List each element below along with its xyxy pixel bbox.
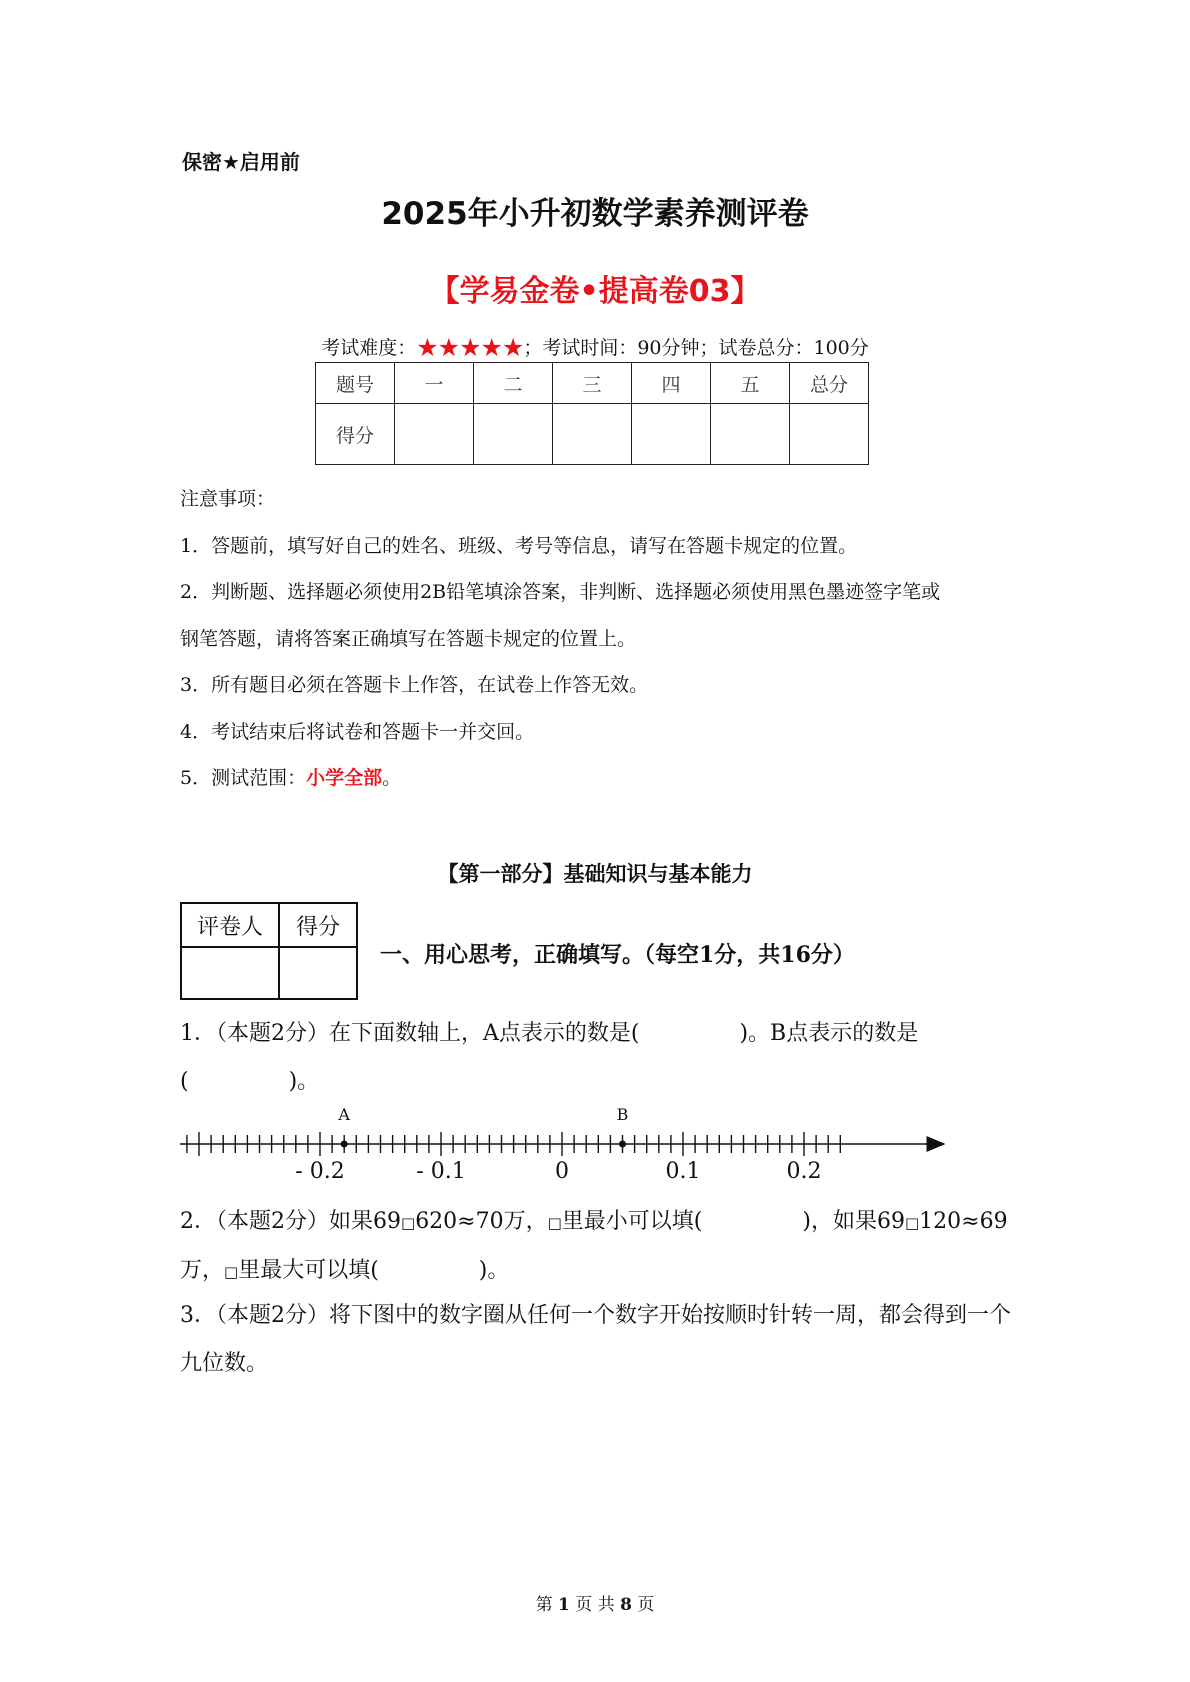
notes bbox=[180, 476, 1040, 802]
exam-time-total: ；考试时间：90分钟；试卷总分：100分 bbox=[523, 337, 869, 359]
q1-text: 1．（本题2分）在下面数轴上，A点表示的数是( bbox=[180, 1021, 640, 1046]
score-header: 五 bbox=[711, 363, 790, 404]
score-label: 得分 bbox=[316, 404, 395, 465]
number-line-label: 0.1 bbox=[665, 1159, 701, 1180]
number-line-label: - 0.1 bbox=[416, 1159, 466, 1180]
score-cell[interactable] bbox=[395, 404, 474, 465]
page-total: 8 bbox=[620, 1595, 632, 1615]
score-header: 三 bbox=[553, 363, 632, 404]
score-cell[interactable] bbox=[553, 404, 632, 465]
confidential-label: 保密★启用前 bbox=[182, 150, 300, 174]
note-item bbox=[180, 755, 1040, 802]
footer-text: 页 bbox=[637, 1595, 655, 1615]
q2-text: 620≈70万， bbox=[415, 1209, 548, 1234]
score-header: 题号 bbox=[316, 363, 395, 404]
number-line-point-label: B bbox=[616, 1105, 629, 1124]
exam-subtitle: 【学易金卷•提高卷03】 bbox=[429, 274, 761, 309]
digit-box: □ bbox=[224, 1263, 239, 1281]
score-cell[interactable] bbox=[711, 404, 790, 465]
q2-text: )，如果69 bbox=[802, 1209, 905, 1234]
question-1 bbox=[180, 1010, 1020, 1106]
q1-text: ( bbox=[180, 1069, 189, 1094]
number-line-point-b bbox=[619, 1141, 626, 1148]
number-line-label: 0 bbox=[555, 1159, 569, 1180]
notes-heading: 注意事项： bbox=[180, 488, 276, 510]
q1-text: )。B点表示的数是 bbox=[739, 1021, 919, 1046]
grader-reviewer-label: 评卷人 bbox=[181, 903, 279, 947]
score-header: 一 bbox=[395, 363, 474, 404]
q2-text: 里最小可以填( bbox=[561, 1209, 703, 1234]
test-scope: 小学全部 bbox=[306, 767, 383, 789]
q2-text: 2．（本题2分）如果69 bbox=[180, 1209, 401, 1234]
score-cell[interactable] bbox=[474, 404, 553, 465]
q1-text: )。 bbox=[288, 1069, 320, 1094]
number-line-label: 0.2 bbox=[786, 1159, 822, 1180]
note-item5-prefix: 5．测试范围： bbox=[180, 767, 307, 789]
q2-text: 里最大可以填( bbox=[238, 1258, 379, 1283]
note-item: 4．考试结束后将试卷和答题卡一并交回。 bbox=[180, 720, 535, 743]
note-item: 钢笔答题，请将答案正确填写在答题卡规定的位置上。 bbox=[180, 627, 637, 650]
digit-box: □ bbox=[547, 1214, 562, 1232]
score-table bbox=[315, 362, 869, 465]
note-item5-suffix: 。 bbox=[382, 767, 402, 789]
digit-box: □ bbox=[401, 1214, 416, 1232]
q2-text: 万， bbox=[180, 1258, 225, 1283]
number-line-point-label: A bbox=[338, 1105, 350, 1124]
note-item: 3．所有题目必须在答题卡上作答，在试卷上作答无效。 bbox=[180, 674, 649, 696]
page-footer bbox=[0, 1590, 1190, 1615]
q2-text: 120≈69 bbox=[919, 1209, 1008, 1234]
score-header: 四 bbox=[632, 363, 711, 404]
page-number: 1 bbox=[558, 1595, 570, 1615]
question-3: 3．（本题2分）将下图中的数字圈从任何一个数字开始按顺时针转一周，都会得到一个九位数。 bbox=[180, 1303, 1011, 1376]
exam-info bbox=[0, 333, 1190, 362]
footer-text: 第 bbox=[535, 1595, 553, 1615]
grader-table bbox=[180, 902, 358, 1000]
exam-title: 2025年小升初数学素养测评卷 bbox=[381, 196, 809, 232]
number-line-labels bbox=[295, 1159, 821, 1180]
note-item: 1．答题前，填写好自己的姓名、班级、考号等信息，请写在答题卡规定的位置。 bbox=[180, 534, 858, 557]
score-header: 总分 bbox=[790, 363, 869, 404]
question-2 bbox=[180, 1198, 1020, 1296]
score-header: 二 bbox=[474, 363, 553, 404]
part-title: 【第一部分】基础知识与基本能力 bbox=[437, 862, 753, 886]
grader-score-cell[interactable] bbox=[279, 947, 357, 999]
number-line-label: - 0.2 bbox=[295, 1159, 345, 1180]
section-heading: 一、用心思考，正确填写。（每空1分，共16分） bbox=[380, 942, 855, 968]
note-item: 2．判断题、选择题必须使用2B铅笔填涂答案，非判断、选择题必须使用黑色墨迹签字笔或 bbox=[180, 581, 941, 603]
score-cell[interactable] bbox=[632, 404, 711, 465]
q2-text: )。 bbox=[478, 1258, 510, 1283]
footer-text: 页 共 bbox=[575, 1595, 615, 1615]
grader-score-label: 得分 bbox=[279, 903, 357, 947]
digit-box: □ bbox=[904, 1214, 920, 1232]
difficulty-stars-icon: ★★★★★ bbox=[416, 333, 524, 362]
number-line bbox=[178, 1104, 958, 1180]
difficulty-label: 考试难度： bbox=[321, 337, 417, 359]
score-cell[interactable] bbox=[790, 404, 869, 465]
number-line-point-a bbox=[341, 1141, 348, 1148]
grader-reviewer-cell[interactable] bbox=[181, 947, 279, 999]
